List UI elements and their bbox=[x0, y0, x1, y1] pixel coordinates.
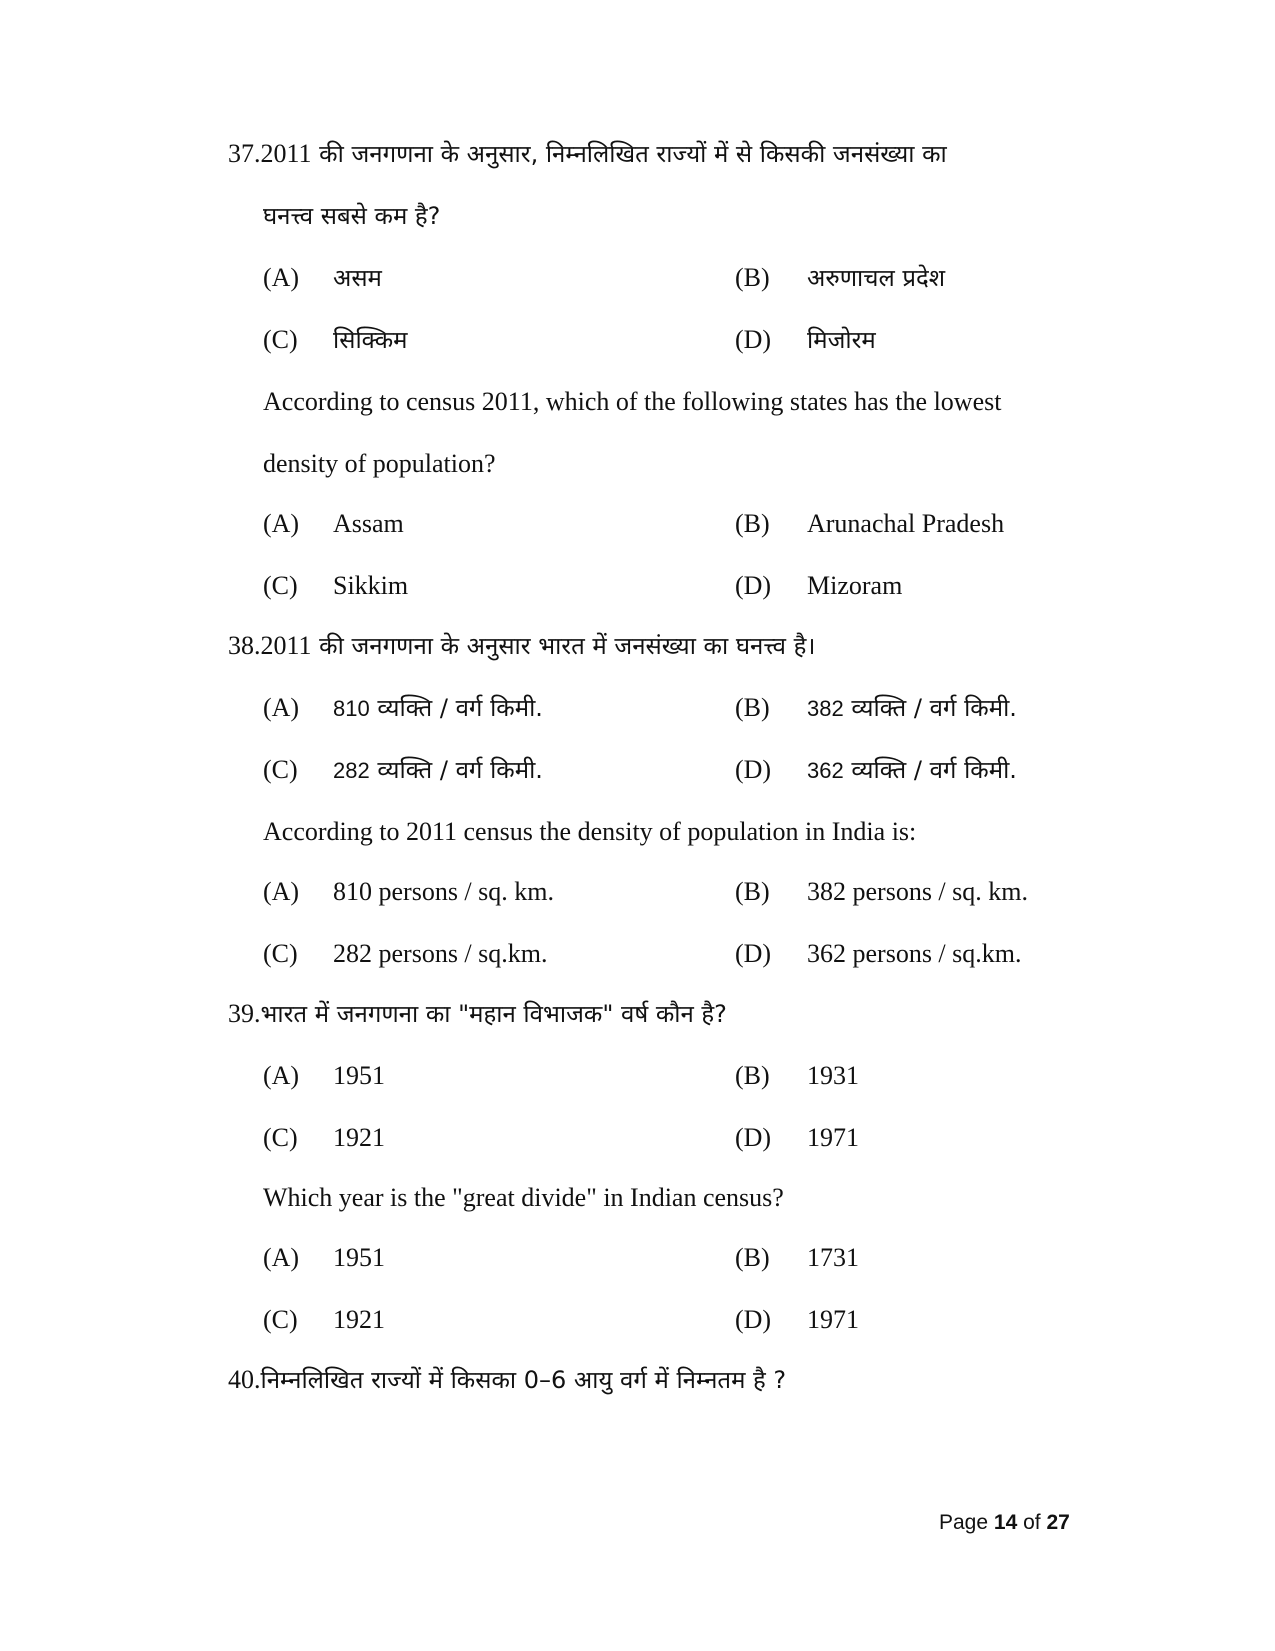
q37-en-option-a-label: (A) bbox=[263, 509, 300, 538]
q39-en-option-c: 1921 bbox=[333, 1305, 385, 1334]
q38-en-option-c-label: (C) bbox=[263, 939, 298, 968]
page-middle: of bbox=[1017, 1511, 1047, 1534]
q40-hindi-text: निम्नलिखित राज्यों में किसका 0–6 आयु वर्ग में निम्नतम है ? bbox=[260, 1366, 787, 1394]
q38-hi-option-d bbox=[807, 752, 1017, 789]
q38-english-line1: According to 2011 census the density of population in India is: bbox=[263, 817, 917, 846]
q39-en-option-a: 1951 bbox=[333, 1243, 385, 1272]
q37-hindi-text: की जनगणना के अनुसार, निम्नलिखित राज्यों में से किसकी जनसंख्या का bbox=[311, 140, 947, 168]
q38-hi-option-a-text: व्यक्ति / वर्ग किमी. bbox=[369, 694, 543, 722]
q38-hi-option-c-text: व्यक्ति / वर्ग किमी. bbox=[369, 756, 543, 784]
q38-en-option-b: 382 persons / sq. km. bbox=[807, 877, 1028, 906]
q37-hi-option-a-label: (A) bbox=[263, 263, 300, 292]
q38-en-option-d-label: (D) bbox=[735, 939, 772, 968]
q38-en-option-a: 810 persons / sq. km. bbox=[333, 877, 554, 906]
q37-hi-option-b-label: (B) bbox=[735, 263, 770, 292]
q37-hi-option-d: मिजोरम bbox=[807, 326, 876, 354]
q38-hi-option-a bbox=[333, 690, 543, 727]
q39-en-option-d: 1971 bbox=[807, 1305, 859, 1334]
q38-en-option-c: 282 persons / sq.km. bbox=[333, 939, 548, 968]
q39-hi-option-d: 1971 bbox=[807, 1123, 859, 1152]
q37-en-option-b: Arunachal Pradesh bbox=[807, 509, 1005, 538]
q40-number: 40. bbox=[228, 1365, 261, 1394]
q39-hi-option-d-label: (D) bbox=[735, 1123, 772, 1152]
q38-hi-option-c bbox=[333, 752, 543, 789]
q39-en-option-b: 1731 bbox=[807, 1243, 859, 1272]
page-total: 27 bbox=[1046, 1511, 1070, 1534]
q39-en-option-c-label: (C) bbox=[263, 1305, 298, 1334]
q37-hi-option-d-label: (D) bbox=[735, 325, 772, 354]
q38-en-option-d: 362 persons / sq.km. bbox=[807, 939, 1022, 968]
q39-hi-option-a: 1951 bbox=[333, 1061, 385, 1090]
q37-hi-option-c: सिक्किम bbox=[333, 326, 408, 354]
q37-en-option-c-label: (C) bbox=[263, 571, 298, 600]
q39-en-option-d-label: (D) bbox=[735, 1305, 772, 1334]
q39-hi-option-c: 1921 bbox=[333, 1123, 385, 1152]
q39-hi-option-b-label: (B) bbox=[735, 1061, 770, 1090]
q39-number: 39. bbox=[228, 999, 261, 1028]
q37-en-option-d: Mizoram bbox=[807, 571, 903, 600]
q37-hi-option-c-label: (C) bbox=[263, 325, 298, 354]
q37-number: 37.2011 bbox=[228, 139, 312, 168]
q39-hi-option-b: 1931 bbox=[807, 1061, 859, 1090]
q39-en-option-b-label: (B) bbox=[735, 1243, 770, 1272]
q39-hi-option-a-label: (A) bbox=[263, 1061, 300, 1090]
q37-hindi-line2: घनत्त्व सबसे कम है? bbox=[263, 202, 441, 230]
q38-hi-option-c-label: (C) bbox=[263, 755, 298, 784]
q37-en-option-d-label: (D) bbox=[735, 571, 772, 600]
page-prefix: Page bbox=[939, 1511, 994, 1534]
q39-hi-option-c-label: (C) bbox=[263, 1123, 298, 1152]
q37-hi-option-b: अरुणाचल प्रदेश bbox=[807, 264, 946, 292]
q38-hi-option-d-label: (D) bbox=[735, 755, 772, 784]
q39-en-option-a-label: (A) bbox=[263, 1243, 300, 1272]
q38-hi-option-d-number: 362 bbox=[807, 758, 844, 783]
q38-hi-option-c-number: 282 bbox=[333, 758, 370, 783]
q38-hi-option-b-label: (B) bbox=[735, 693, 770, 722]
q38-hi-option-b-text: व्यक्ति / वर्ग किमी. bbox=[843, 694, 1017, 722]
q38-hindi-text: की जनगणना के अनुसार भारत में जनसंख्या का घनत्त्व है। bbox=[311, 632, 816, 660]
q38-hi-option-b bbox=[807, 690, 1017, 727]
q38-hi-option-d-text: व्यक्ति / वर्ग किमी. bbox=[843, 756, 1017, 784]
q38-number: 38.2011 bbox=[228, 631, 312, 660]
q39-english-line1: Which year is the "great divide" in Indian census? bbox=[263, 1183, 784, 1212]
q38-hi-option-b-number: 382 bbox=[807, 696, 844, 721]
q37-en-option-a: Assam bbox=[333, 509, 404, 538]
q39-hindi-text: भारत में जनगणना का "महान विभाजक" वर्ष कौन है? bbox=[260, 1000, 727, 1028]
q37-english-line2: density of population? bbox=[263, 449, 496, 478]
q37-en-option-b-label: (B) bbox=[735, 509, 770, 538]
q37-english-line1: According to census 2011, which of the following states has the lowest bbox=[263, 387, 1002, 416]
q40-hindi-line1 bbox=[228, 1362, 786, 1398]
page-current: 14 bbox=[993, 1511, 1018, 1534]
q37-hi-option-a: असम bbox=[333, 264, 382, 292]
q38-hindi-line1 bbox=[228, 628, 815, 664]
q38-hi-option-a-number: 810 bbox=[333, 696, 370, 721]
q39-hindi-line1 bbox=[228, 996, 727, 1032]
q38-en-option-b-label: (B) bbox=[735, 877, 770, 906]
q38-hi-option-a-label: (A) bbox=[263, 693, 300, 722]
q37-en-option-c: Sikkim bbox=[333, 571, 409, 600]
q38-en-option-a-label: (A) bbox=[263, 877, 300, 906]
page-number bbox=[939, 1508, 1070, 1538]
q37-hindi-line1 bbox=[228, 136, 947, 172]
